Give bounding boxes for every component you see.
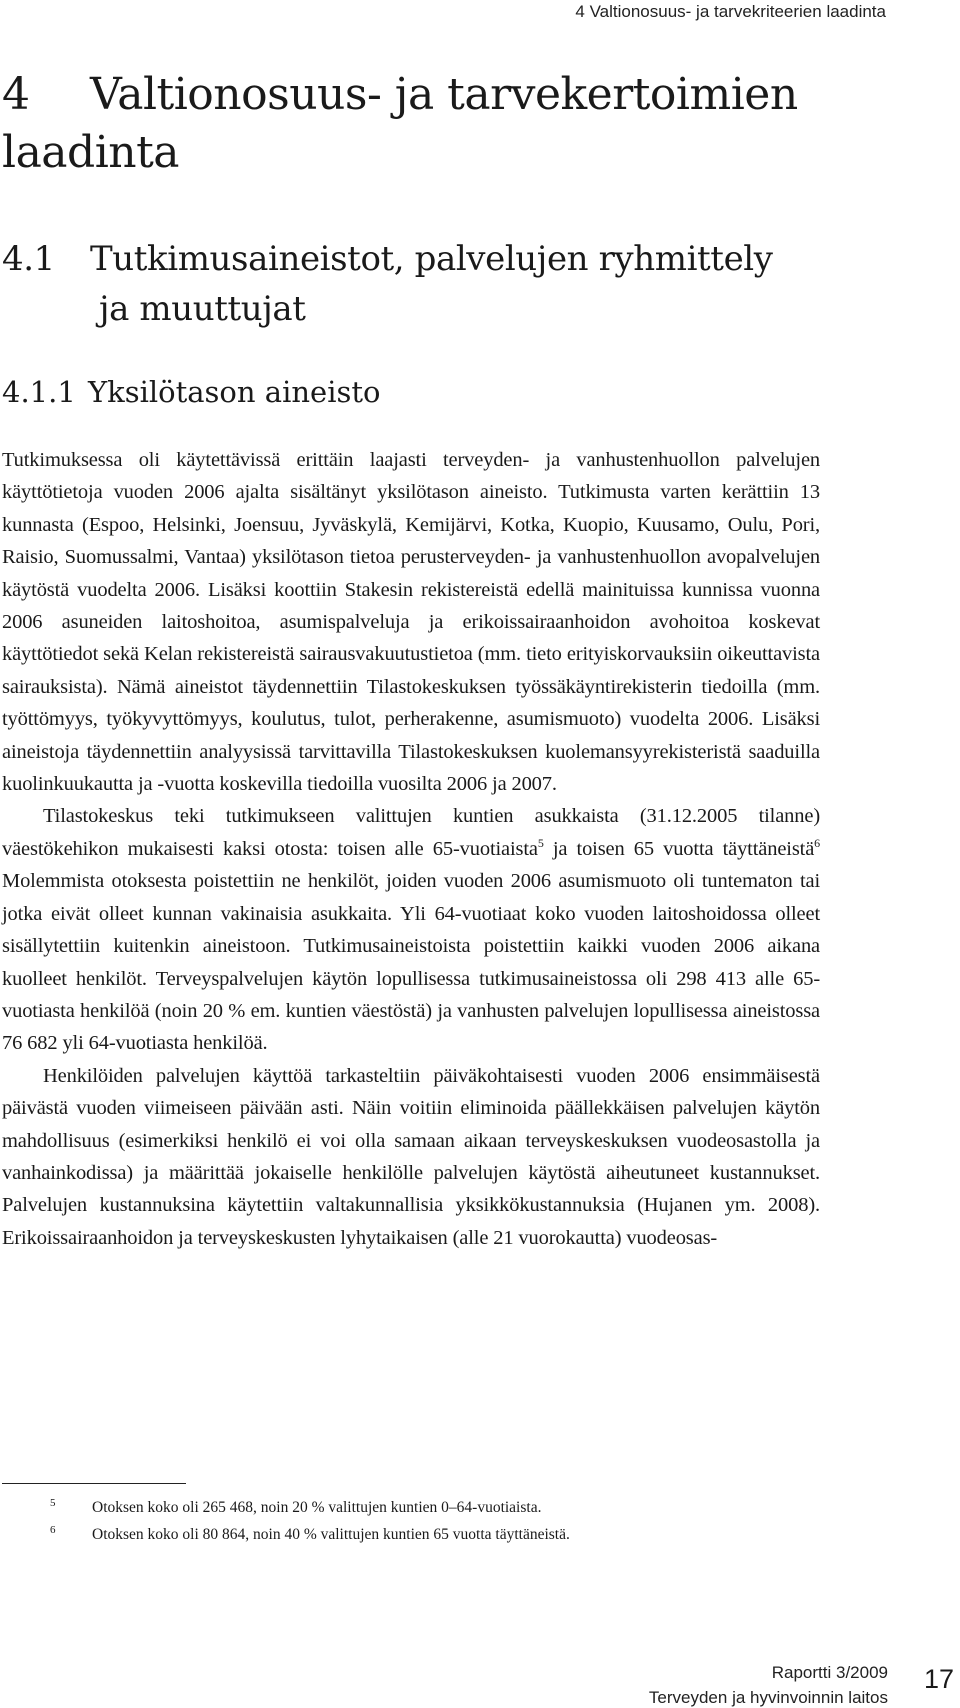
paragraph-2 [2, 800, 820, 1059]
footnote-ref-5: 5 [537, 835, 544, 850]
footnote-6 [2, 1521, 822, 1548]
chapter-number: 4 [2, 69, 30, 120]
paragraph-3: Henkilöiden palvelujen käyttöä tarkasteltiin päiväkohtaisesti vuoden 2006 ensimmäisestä päivästä vuoden viimeiseen päivään asti. Näin voitiin eliminoida päällekkäisen palvelujen käytön mahdollisuus (esimerkiksi henkilö ei voi olla samaan aikaan terveyskeskuksen vuodeosastolla ja vanhainkodissa) ja määrittää jokaiselle henkilölle palvelujen käytöstä aiheutuneet kustannukset. Palvelujen kustannuksina käytettiin valtakunnallisia yksikkökustannuksia (Hujanen ym. 2008). Erikoissairaanhoidon ja terveyskeskusten lyhytaikaisen (alle 21 vuorokautta) vuodeosas- [2, 1064, 820, 1249]
page-number: 17 [923, 1664, 954, 1694]
running-header: 4 Valtionosuus- ja tarvekriteerien laadinta [575, 2, 886, 21]
section-title-line2: ja muuttujat [99, 289, 306, 329]
institute-name: Terveyden ja hyvinvoinnin laitos [648, 1688, 888, 1707]
footnote-ref-6: 6 [814, 835, 821, 850]
subsection-title: Yksilötason aineisto [88, 375, 381, 409]
footnote-number: 6 [50, 1524, 56, 1536]
footnote-divider [2, 1483, 186, 1484]
chapter-heading [2, 66, 882, 182]
section-heading [2, 234, 882, 334]
paragraph-2-part-c: Molemmista otoksesta poistettiin ne henkilöt, joiden vuoden 2006 asumismuoto oli tuntematon tai jotka eivät olleet kunnan vakinaisia asukkaita. Yli 64-vuotiaat koko vuoden laitoshoidossa olleet sisällytettiin kuitenkin aineistoon. Tutkimusaineistoista poistettiin kaikki vuoden 2006 aikana kuolleet henkilöt. Terveyspalvelujen käytön lopullisessa tutkimusaineistossa oli 298 413 alle 65-vuotiasta henkilöä (noin 20 % em. kuntien väestöstä) ja vanhusten palvelujen lopullisessa aineistossa 76 682 yli 64-vuotiasta henkilöä. [2, 870, 820, 1055]
subsection-heading [2, 372, 882, 412]
footnotes [2, 1494, 822, 1548]
report-label: Raportti 3/2009 [771, 1663, 888, 1682]
paragraph-2-part-a: Tilastokeskus teki tutkimukseen valittujen kuntien asukkaista (31.12.2005 tilanne) väestökehikon mukaisesti kaksi otosta: toisen alle 65-vuotiaista [2, 805, 820, 860]
footnote-text: Otoksen koko oli 80 864, noin 40 % valittujen kuntien 65 vuotta täyttäneistä. [92, 1526, 570, 1543]
section-number: 4.1 [2, 239, 55, 279]
paragraph-1: Tutkimuksessa oli käytettävissä erittäin laajasti terveyden- ja vanhustenhuollon palvelujen käyttötietoja vuoden 2006 ajalta sisältänyt yksilötason aineisto. Tutkimusta varten kerättiin 13 kunnasta (Espoo, Helsinki, Joensuu, Jyväskylä, Kemijärvi, Kotka, Kuopio, Kuusamo, Oulu, Pori, Raisio, Suomussalmi, Vantaa) yksilötason tietoa perusterveyden- ja vanhustenhuollon avopalvelujen käytöstä vuodelta 2006. Lisäksi koottiin Stakesin rekistereistä edellä mainituissa kunnissa vuonna 2006 asuneiden laitoshoitoa, asumispalveluja ja erikoissairaanhoidon avohoitoa koskevat käyttötiedot sekä Kelan rekistereistä sairausvakuutustietoa (mm. tieto erityiskorvauksiin oikeuttavista sairauksista). Nämä aineistot täydennettiin Tilastokeskuksen työssäkäyntirekisterin tiedoilla (mm. työttömyys, työkyvyttömyys, koulutus, tulot, perherakenne, asumismuoto) vuodelta 2006. Lisäksi aineistoja täydennettiin analyysissä tarvittavilla Tilastokeskuksen kuolemansyyrekisteristä saaduilla kuolinkuukautta ja -vuotta koskevilla tiedoilla vuosilta 2006 ja 2007. [2, 449, 820, 796]
footnote-5 [2, 1494, 822, 1521]
section-title-line1: Tutkimusaineistot, palvelujen ryhmittely [90, 239, 773, 279]
chapter-title: Valtionosuus- ja tarvekertoimien laadinta [2, 69, 798, 178]
footnote-number: 5 [50, 1497, 56, 1509]
footnote-text: Otoksen koko oli 265 468, noin 20 % valittujen kuntien 0–64-vuotiaista. [92, 1499, 542, 1516]
paragraph-2-part-b: ja toisen 65 vuotta täyttäneistä [543, 837, 815, 860]
subsection-number: 4.1.1 [2, 375, 76, 409]
body-text [2, 444, 820, 1254]
